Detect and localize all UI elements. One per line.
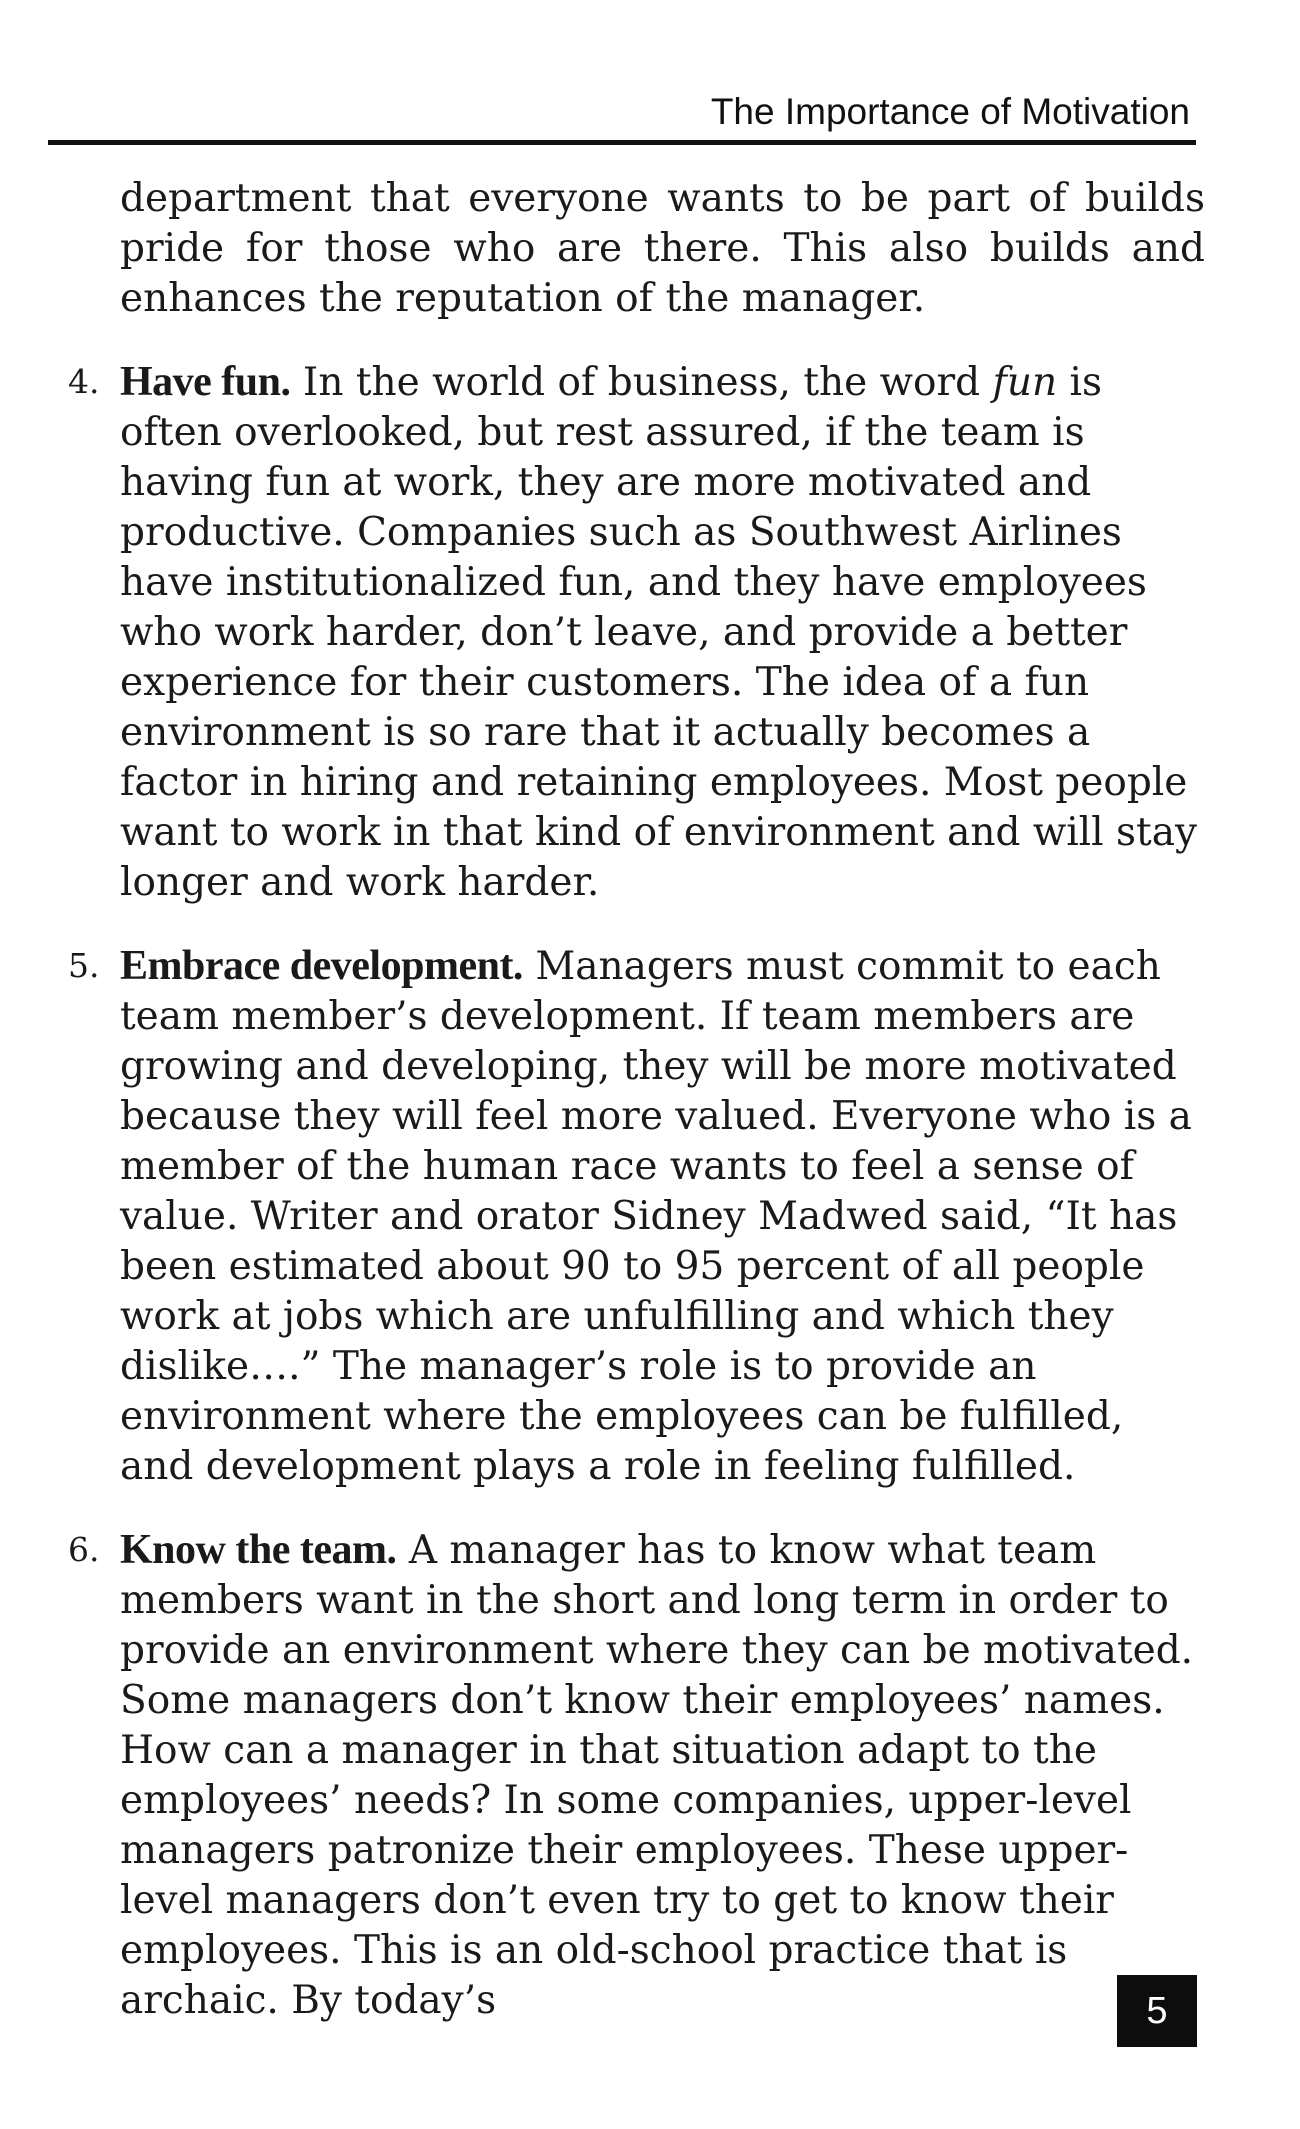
page-body [68,174,1205,2026]
list-item-number: 5. [68,946,100,985]
numbered-list [68,357,1205,2026]
page-number-badge [1117,1975,1197,2047]
running-title: The Importance of Motivation [710,91,1190,132]
list-item-number: 4. [68,362,100,401]
running-header [48,88,1196,145]
list-item-embrace-development [68,941,1205,1492]
list-item-body: In the world of business, the word [290,360,993,405]
italic-term: fun [992,360,1058,405]
continued-paragraph: department that everyone wants to be part of builds pride for those who are there. This also builds and enhances the reputation of the manager. [120,176,1205,321]
list-item-heading: Embrace development. [120,943,523,989]
list-item-text [120,1525,1205,2026]
list-item-body: Managers must commit to each team member’s development. If team members are growing and developing, they will be more motivated because they will feel more valued. Everyone who is a member of the human race wants to feel a sense of value. Writer and orator Sidney Madwed said, “It has been estimated about 90 to 95 percent of all people work at jobs which are unfulfilling and which they dislike….” The manager’s role is to provide an environment where the employees can be fulfilled, and development plays a role in feeling fulfilled. [120,944,1192,1489]
page-number: 5 [1146,1990,1168,2032]
list-item-heading: Have fun. [120,359,291,405]
list-item-number: 6. [68,1530,100,1569]
list-item-body: A manager has to know what team members want in the short and long term in order to provide an environment where they can be motivated. Some managers don’t know their employees’ names. How can a manager in that situation adapt to the employees’ needs? In some companies, upper-level managers patronize their employees. These upper-level managers don’t even try to get to know their employees. This is an old-school practice that is archaic. By today’s [120,1528,1194,2023]
list-item-have-fun [68,357,1205,908]
list-item-text [120,357,1205,908]
list-item-body: is often overlooked, but rest assured, if the team is having fun at work, they are more motivated and productive. Companies such as Southwest Airlines have institutionalized fun, and they have employees who work harder, don’t leave, and provide a better experience for their customers. The idea of a fun environment is so rare that it actually becomes a factor in hiring and retaining employees. Most people want to work in that kind of environment and will stay longer and work harder. [120,360,1197,905]
list-item-text [120,941,1205,1492]
list-item-heading: Know the team. [120,1527,397,1573]
list-item-know-the-team [68,1525,1205,2026]
